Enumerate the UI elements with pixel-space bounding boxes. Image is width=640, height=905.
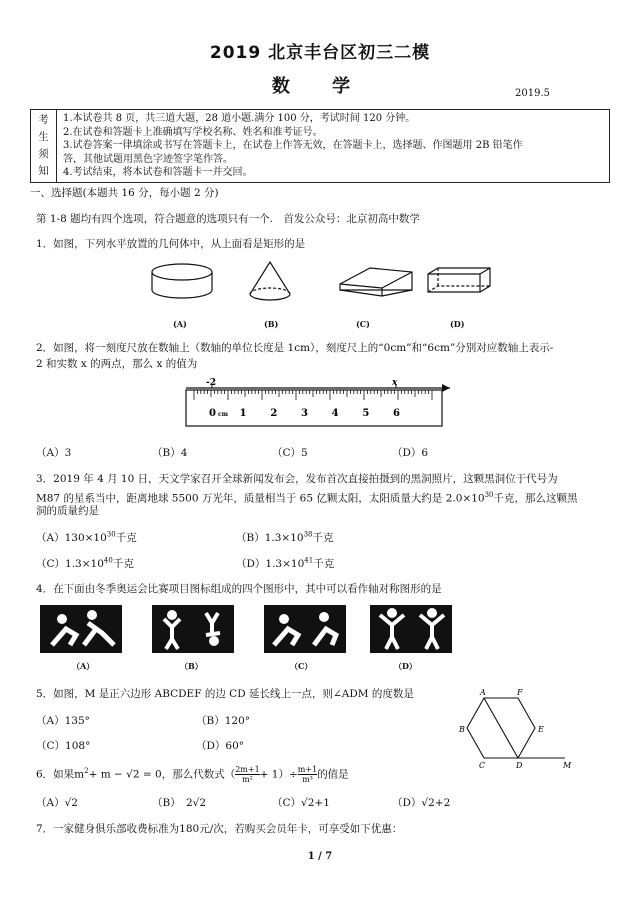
point-f: F [517, 688, 523, 697]
q1-label-c: (C) [356, 319, 370, 329]
ruler-tick-label: 2 [270, 408, 278, 419]
notice-label: 考 生 须 知 [31, 110, 57, 182]
q3-stem-1: 3．2019 年 4 月 10 日，天文学家召开全球新闻发布会，发布首次直接拍摄到的黑洞照片，这颗黑洞位于代号为 [36, 473, 558, 485]
point-m: M [563, 761, 572, 770]
notice-line: 3.试卷答案一律填涂或书写在答题卡上，在试卷上作答无效，在答题卡上，选择题、作图题用 2B 铅笔作 [63, 140, 523, 151]
q3-stem-2: M87 的星系当中，距离地球 5500 万光年，质量相当于 65 亿颗太阳，太阳质量大约是 $2.0\times 10^{30}$千克，那么这颗黑 [36, 491, 578, 505]
q2-stem-2: 2 和实数 x 的两点，那么 x 的值为 [36, 358, 198, 370]
notice-body [63, 112, 605, 180]
ruler-tick-label: 3 [301, 408, 308, 419]
q5-option-a: （A）135° [36, 715, 90, 727]
q5-option-c: （C）108° [36, 740, 91, 752]
q2-option-a: （A）3 [36, 447, 72, 459]
page-number: 1 / 7 [307, 851, 333, 862]
point-b: B [459, 725, 465, 734]
q3-option-d: $(D)1.3\times 10^{41}$千克 [236, 556, 335, 570]
ruler-unit: cm [218, 411, 229, 418]
q3-stem-3: 洞的质量约是 [36, 505, 99, 517]
q1-label-a: (A) [173, 319, 187, 329]
subject-title: 数 学 [271, 76, 369, 97]
q6-stem: 6．如果$m^2+ m - √2 = 0$，那么代数式（ $\frac{2m+1}{\text{m²}}$ + 1）÷ $\frac{m+1}{\text{m³}}$ 的值是 [36, 765, 349, 784]
axis-label-left: -2 [206, 378, 216, 388]
q5-option-b: （B）120° [196, 715, 251, 727]
q5-stem: 5．如图，M 是正六边形 ABCDEF 的边 CD 延长线上一点，则∠ADM 的度数是 [36, 688, 414, 700]
q3-option-a: $(A)130\times 10^{30}$千克 [36, 530, 137, 544]
q5-option-d: （D）60° [196, 740, 245, 752]
q6-option-c: （C）√2+1 [272, 797, 330, 809]
q7-stem: 7．一家健身俱乐部收费标准为180元/次，若购买会员年卡，可享受如下优惠： [36, 823, 403, 835]
q4-label-b: （B） [180, 661, 203, 671]
notice-line: 1.本试卷共 8 页，共三道大题，28 道小题.满分 100 分，考试时间 120 分钟。 [63, 113, 416, 124]
ruler-tick-label: 0 [209, 408, 216, 419]
exam-title: 2019 北京丰台区初三二模 [209, 43, 431, 63]
q2-stem-1: 2．如图，将一刻度尺放在数轴上（数轴的单位长度是 1cm），刻度尺上的“0cm”和“6cm”分别对应数轴上表示- [36, 342, 554, 354]
q4-label-c: （C） [290, 661, 313, 671]
q2-option-c: （C）5 [272, 447, 308, 459]
hexagon-figure [455, 688, 575, 774]
q1-solids-figure [140, 258, 510, 310]
ruler-tick-label: 4 [331, 408, 339, 419]
section-intro: 第 1-8 题均有四个选项，符合题意的选项只有一个. 首发公众号：北京初高中数学 [36, 213, 420, 225]
point-a: A [480, 688, 486, 697]
q2-option-b: （B）4 [152, 447, 188, 459]
q6-option-d: （D）√2+2 [392, 797, 451, 809]
point-c: C [479, 761, 486, 770]
q1-stem: 1．如图，下列水平放置的几何体中，从上面看是矩形的是 [36, 238, 306, 250]
pictogram-c [264, 605, 346, 653]
point-d: D [516, 761, 523, 770]
point-e: E [538, 725, 544, 734]
q4-label-d: （D） [394, 661, 417, 671]
q4-stem: 4．在下面由冬季奥运会比赛项目图标组成的四个图形中，其中可以看作轴对称图形的是 [36, 583, 442, 595]
ruler-tick-label: 5 [362, 408, 370, 419]
ruler-tick-label: 6 [393, 408, 400, 419]
q4-pictograms-figure [40, 605, 460, 655]
axis-label-x: x [392, 378, 398, 388]
notice-box [30, 109, 610, 183]
section-heading: 一、选择题(本题共 16 分，每小题 2 分) [30, 187, 219, 199]
q6-option-b: （B） 2√2 [152, 797, 207, 809]
q2-option-d: （D）6 [392, 447, 429, 459]
ruler-tick-label: 1 [239, 408, 247, 419]
q1-label-b: (B) [264, 319, 279, 329]
notice-line: 2.在试卷和答题卡上准确填写学校名称、姓名和准考证号。 [63, 126, 323, 138]
q3-option-c: $(C)1.3\times 10^{40}$千克 [36, 556, 134, 570]
pictogram-d [370, 605, 452, 653]
exam-date: 2019.5 [515, 88, 550, 99]
q4-label-a: （A） [72, 661, 95, 671]
pictogram-a [40, 605, 122, 653]
q6-option-a: （A）√2 [36, 797, 78, 809]
q1-label-d: (D) [450, 319, 465, 329]
pictogram-b [152, 605, 234, 653]
q3-option-b: $(B)1.3\times 10^{38}$千克 [236, 530, 334, 544]
notice-line: 答，其他试题用黑色字迹签字笔作答。 [63, 153, 233, 165]
notice-line: 4.考试结束，将本试卷和答题卡一并交回。 [63, 167, 253, 178]
ruler-figure [180, 378, 460, 430]
